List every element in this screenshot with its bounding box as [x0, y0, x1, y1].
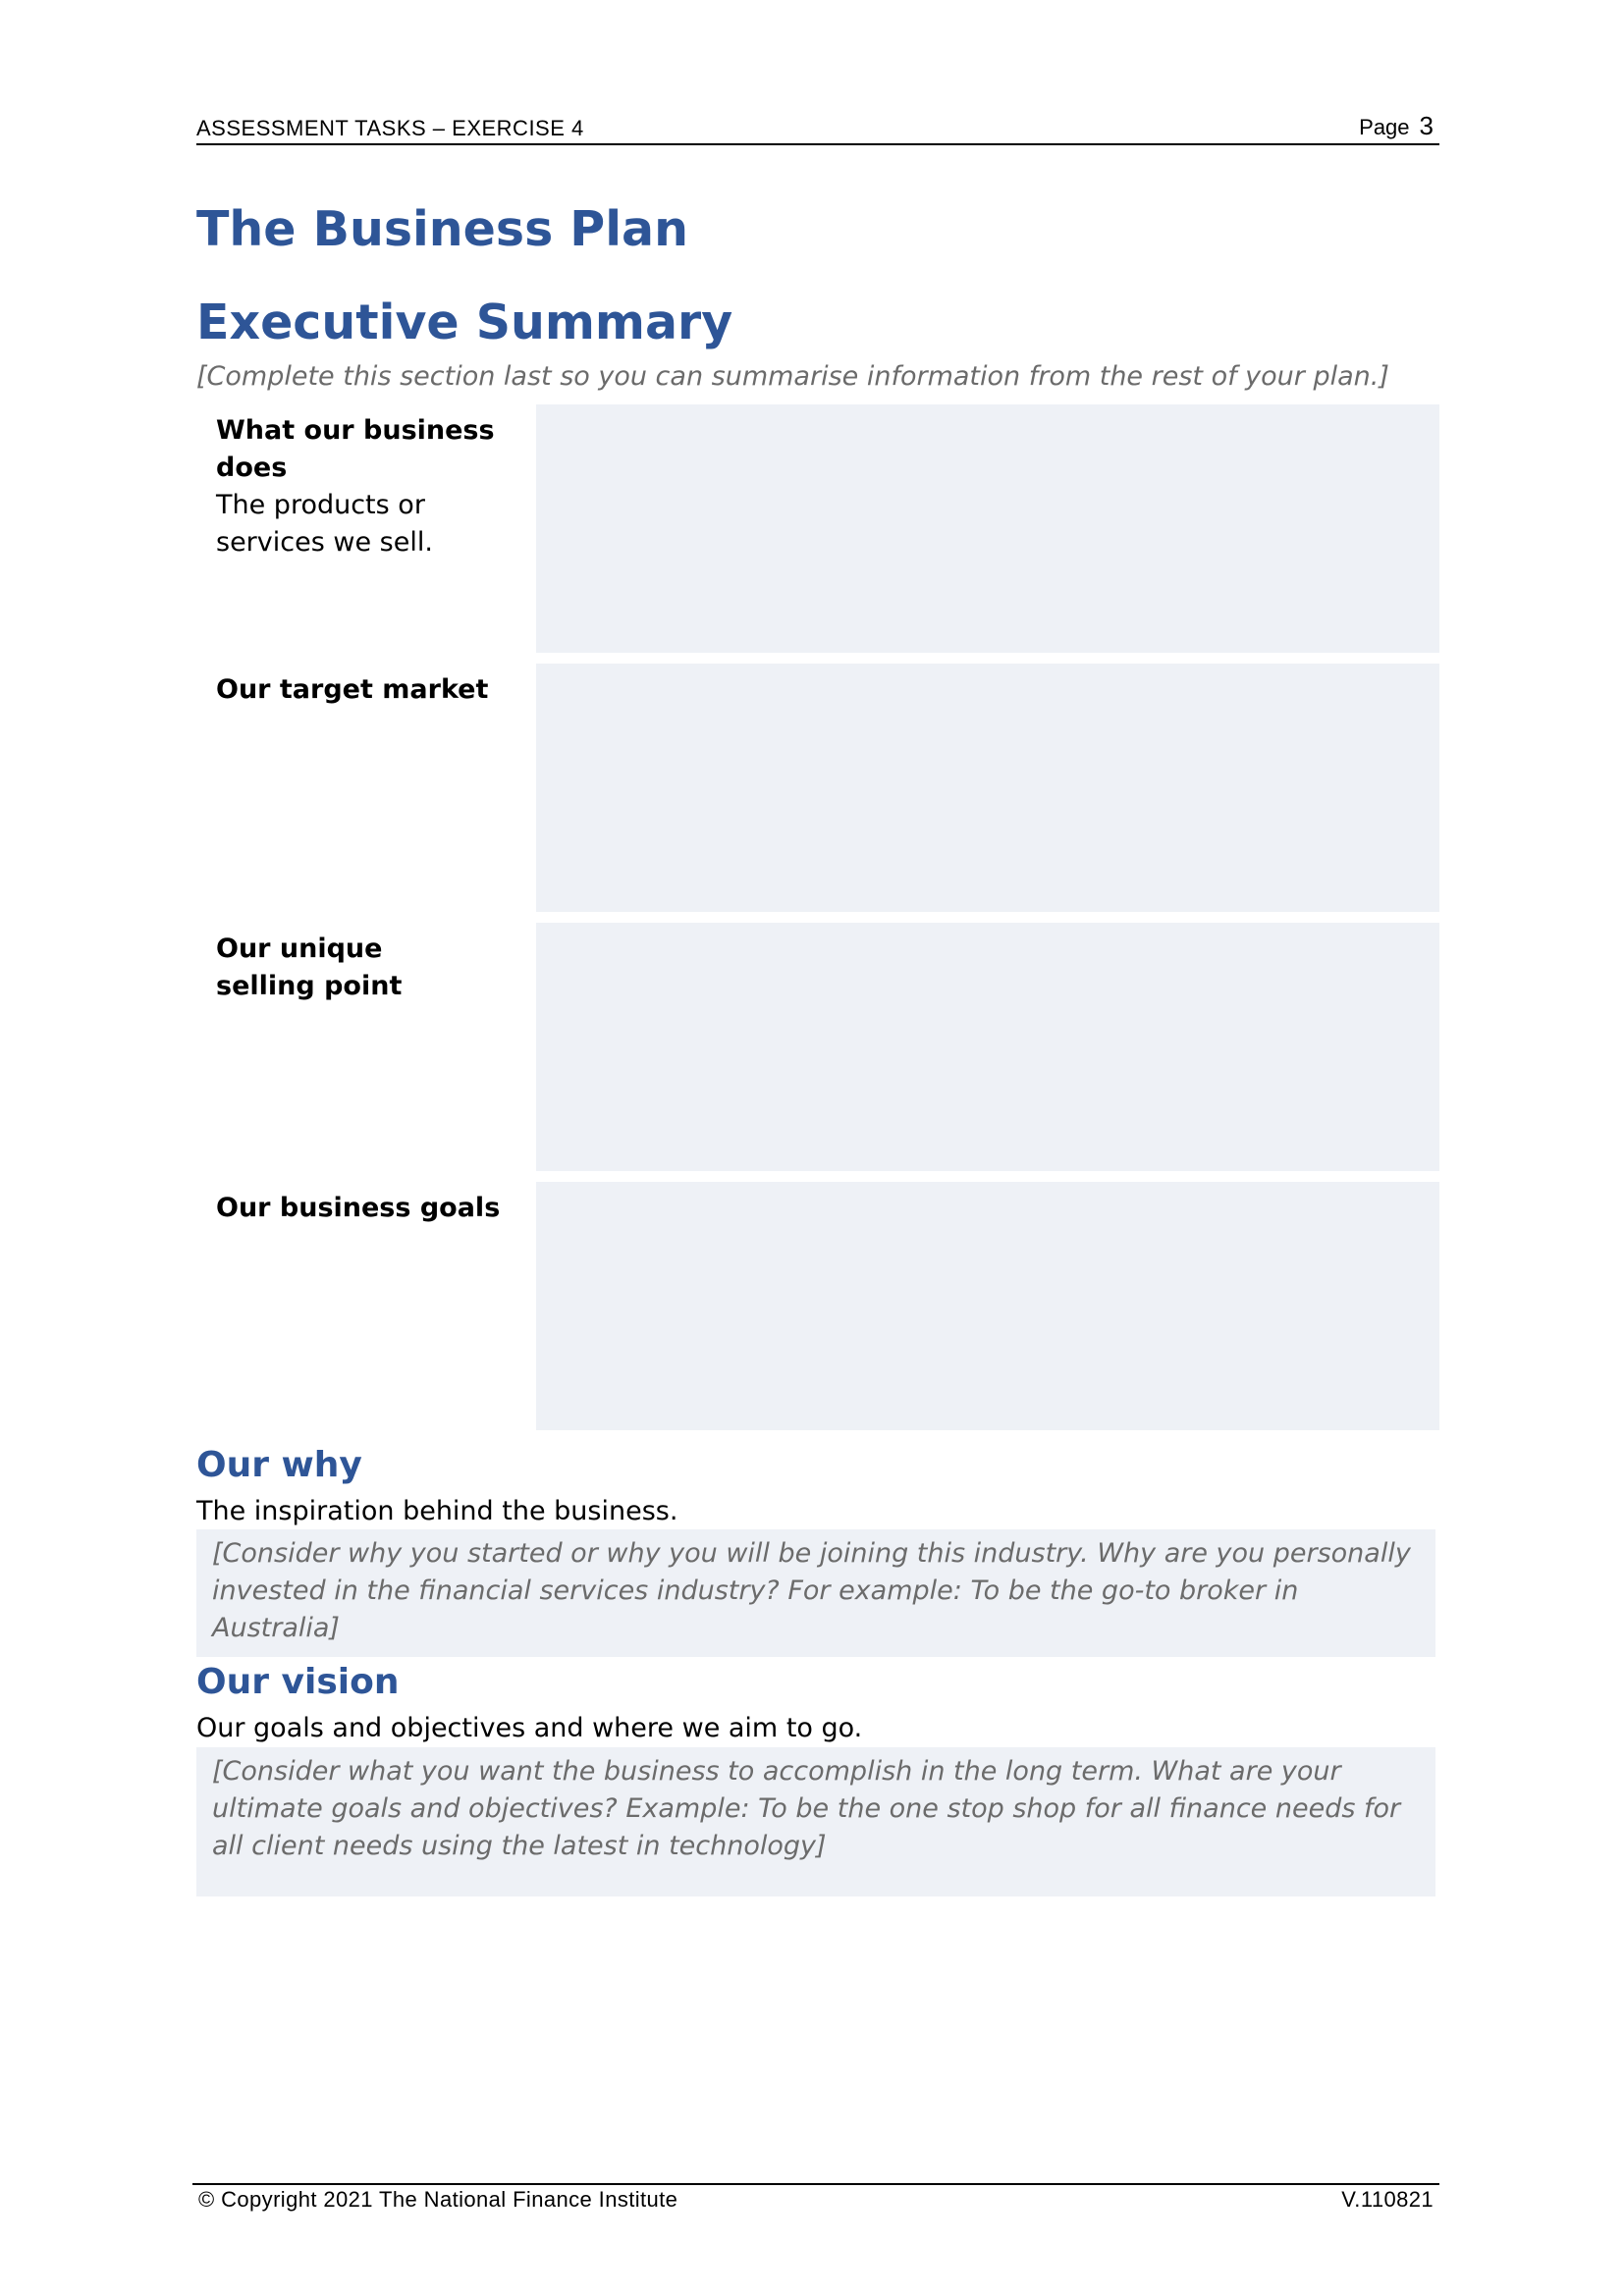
header-page — [1359, 111, 1434, 141]
why-heading: Our why — [196, 1445, 362, 1485]
why-input-area[interactable] — [196, 1529, 1435, 1657]
goals-input-area[interactable] — [536, 1182, 1439, 1430]
summary-row-goals — [196, 1182, 1439, 1430]
header-page-number: 3 — [1419, 111, 1434, 140]
footer-version: V.110821 — [1341, 2187, 1434, 2212]
vision-description: Our goals and objectives and where we aim to go. — [196, 1713, 863, 1743]
header-title: ASSESSMENT TASKS – EXERCISE 4 — [196, 116, 584, 140]
summary-row-label — [216, 412, 540, 561]
why-note: [Consider why you started or why you will be joining this industry. Why are you personally invested in the financial services industry? For example: To be the go-to broker in Australia] — [212, 1538, 1411, 1643]
summary-row-business — [196, 404, 1439, 653]
header-page-label: Page — [1359, 115, 1410, 139]
summary-row-usp — [196, 923, 1439, 1171]
section-title: Executive Summary — [196, 294, 733, 350]
page-header — [196, 110, 1439, 145]
summary-row-label — [216, 931, 540, 1005]
page-footer — [192, 2183, 1439, 2224]
summary-sublabel-business: The products or services we sell. — [216, 490, 433, 558]
vision-note: [Consider what you want the business to accomplish in the long term. What are your ultimate goals and objectives? Example: To be the one stop shop for all finance needs for all client needs using the latest in technology] — [212, 1756, 1401, 1861]
document-title: The Business Plan — [196, 201, 688, 257]
summary-label-target-market: Our target market — [216, 674, 489, 705]
business-input-area[interactable] — [536, 404, 1439, 653]
summary-label-goals: Our business goals — [216, 1193, 501, 1223]
vision-heading: Our vision — [196, 1662, 400, 1702]
instruction-note: [Complete this section last so you can summarise information from the rest of your plan.] — [196, 361, 1389, 392]
summary-row-target-market — [196, 664, 1439, 912]
vision-input-area[interactable] — [196, 1747, 1435, 1896]
usp-input-area[interactable] — [536, 923, 1439, 1171]
why-description: The inspiration behind the business. — [196, 1496, 678, 1526]
summary-row-label — [216, 671, 540, 709]
footer-copyright: © Copyright 2021 The National Finance Institute — [198, 2187, 678, 2212]
target-market-input-area[interactable] — [536, 664, 1439, 912]
summary-label-usp: Our unique selling point — [216, 934, 403, 1001]
summary-row-label — [216, 1190, 540, 1227]
summary-label-business: What our business does — [216, 415, 495, 483]
